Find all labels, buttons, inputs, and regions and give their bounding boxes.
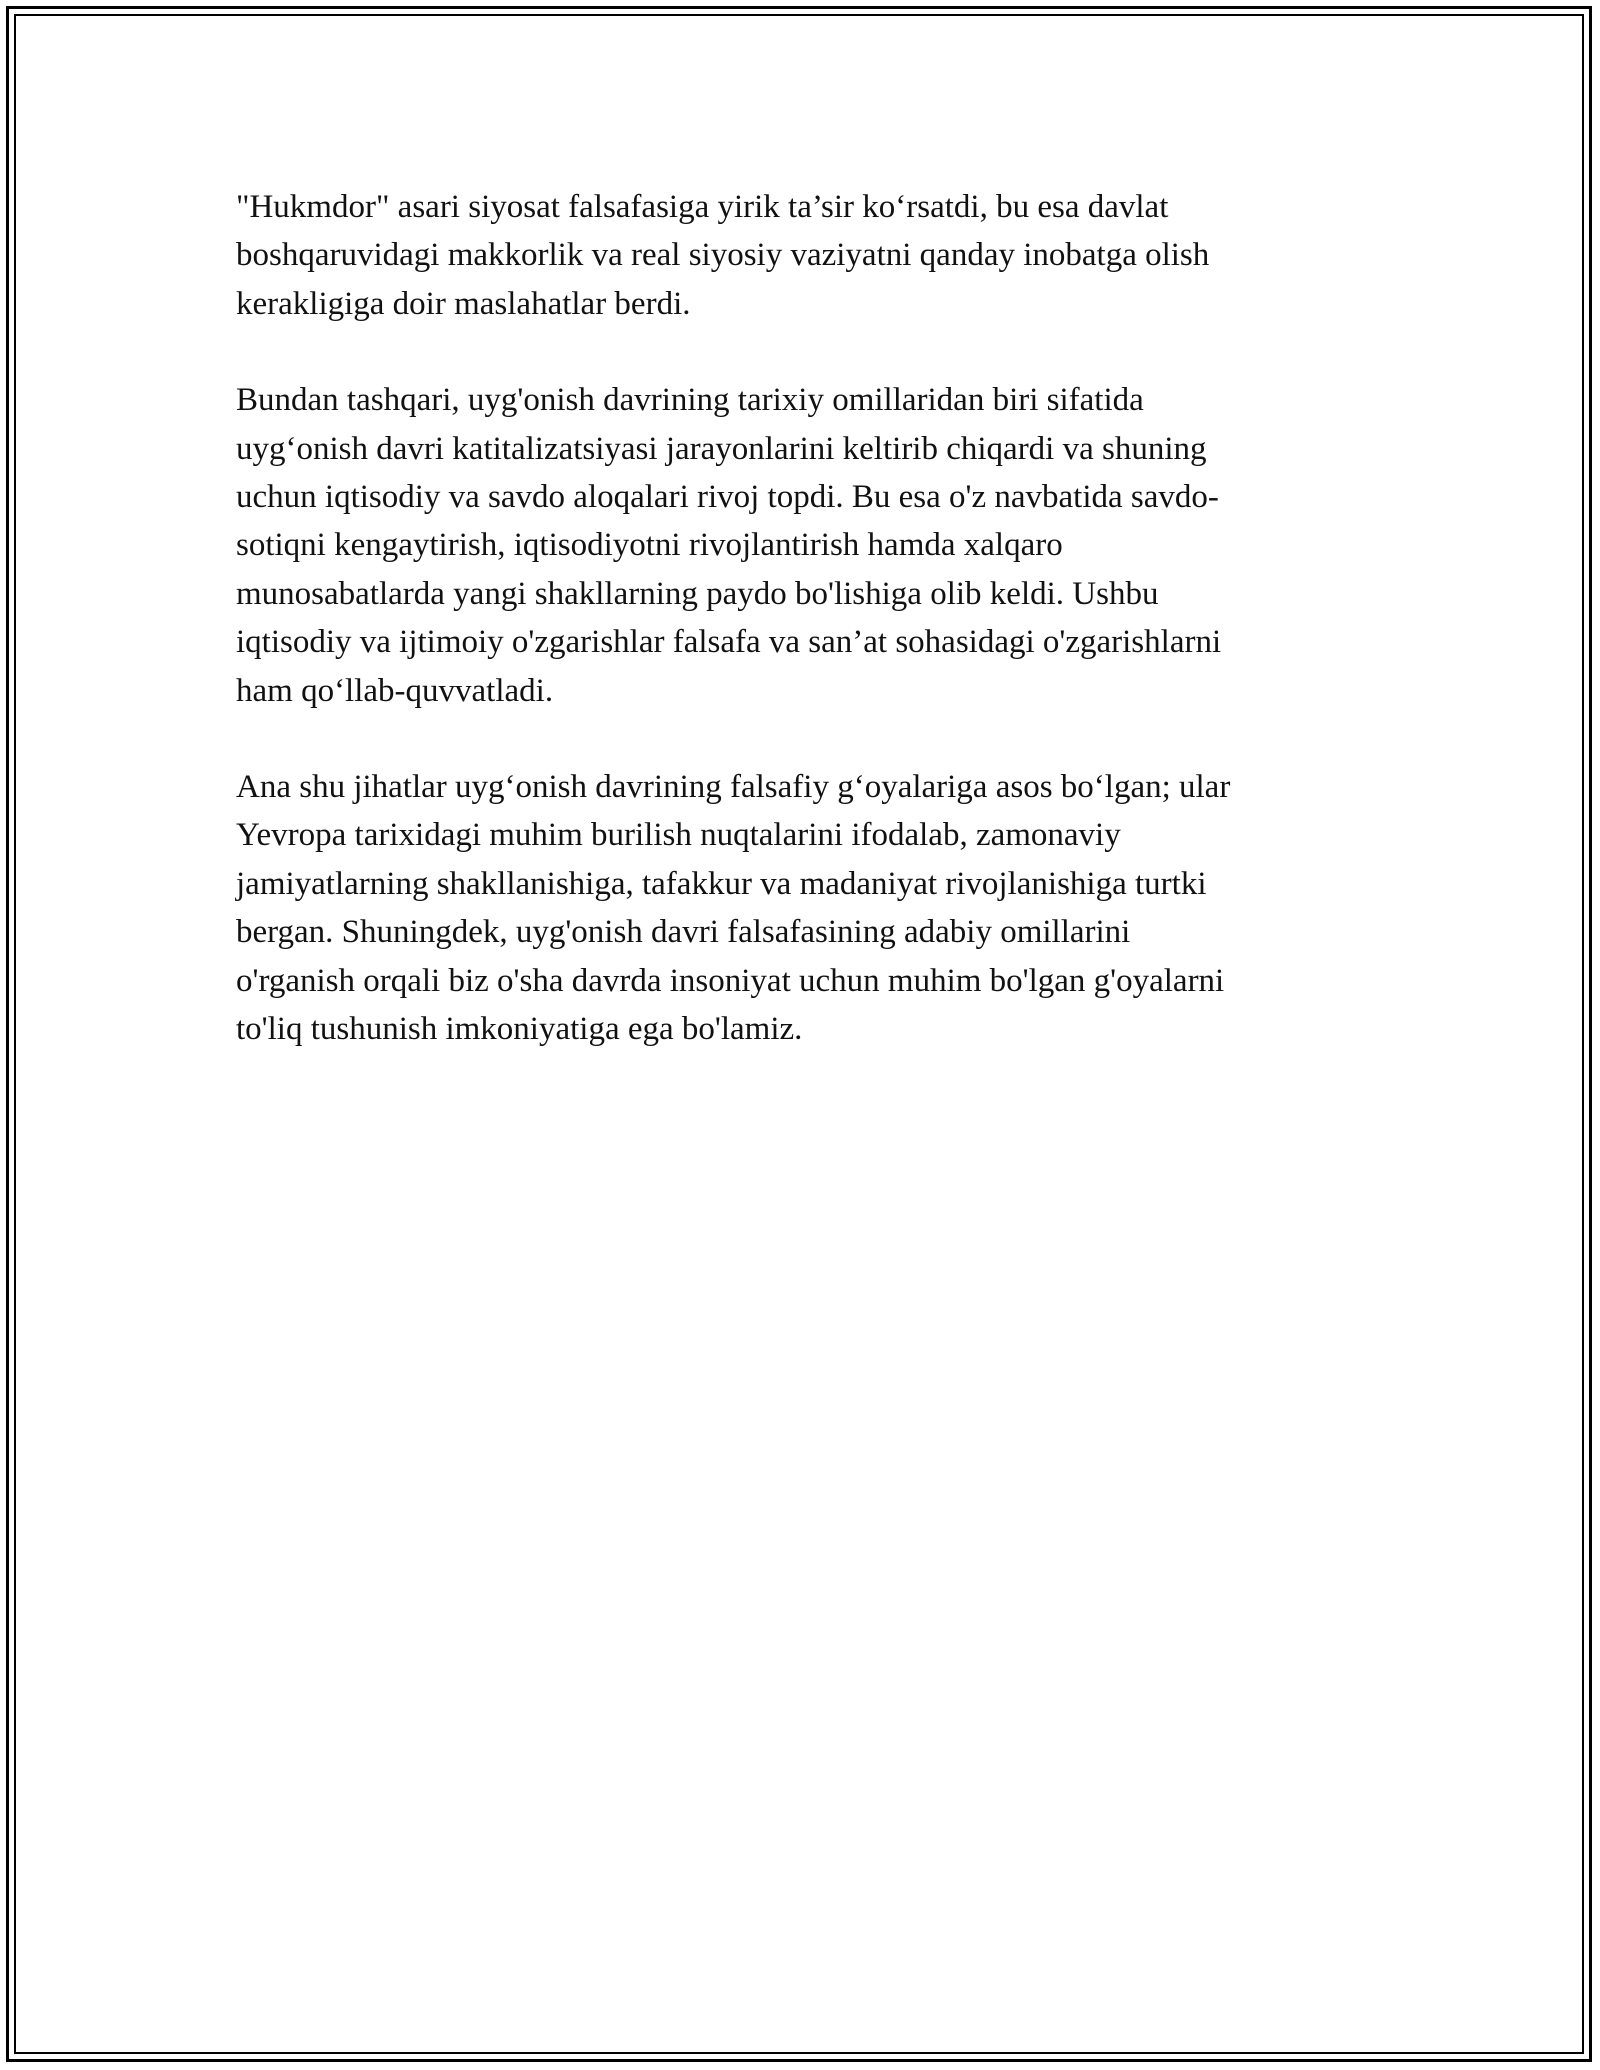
paragraph-2 <box>236 376 1366 715</box>
document-body <box>236 183 1366 1102</box>
text-line: "Hukmdor" asari siyosat falsafasiga yirik ta’sir ko‘rsatdi, bu esa davlat <box>236 189 1169 225</box>
paragraph-1 <box>236 183 1366 328</box>
paragraph-3 <box>236 763 1366 1053</box>
text-line: boshqaruvidagi makkorlik va real siyosiy vaziyatni qanday inobatga olish <box>236 237 1210 274</box>
text-line: ham qo‘llab-quvvatladi. <box>236 672 554 709</box>
text-line: jamiyatlarning shakllanishiga, tafakkur va madaniyat rivojlanishiga turtki <box>236 865 1207 902</box>
text-line: to'liq tushunish imkoniyatiga ega bo'lamiz. <box>236 1011 803 1048</box>
text-line: Yevropa tarixidagi muhim burilish nuqtalarini ifodalab, zamonaviy <box>236 817 1121 854</box>
text-line: o'rganish orqali biz o'sha davrda insoniyat uchun muhim bo'lgan g'oyalarni <box>236 962 1225 999</box>
text-line: uchun iqtisodiy va savdo aloqalari rivoj topdi. Bu esa o'z navbatida savdo- <box>236 479 1219 516</box>
text-line: Ana shu jihatlar uyg‘onish davrining falsafiy g‘oyalariga asos bo‘lgan; ular <box>236 769 1231 806</box>
text-line: bergan. Shuningdek, uyg'onish davri falsafasining adabiy omillarini <box>236 914 1131 951</box>
text-line: sotiqni kengaytirish, iqtisodiyotni rivojlantirish hamda xalqaro <box>236 527 1063 564</box>
text-line: uyg‘onish davri katitalizatsiyasi jarayonlarini keltirib chiqardi va shuning <box>236 430 1207 467</box>
text-line: munosabatlarda yangi shakllarning paydo bo'lishiga olib keldi. Ushbu <box>236 575 1159 612</box>
text-line: iqtisodiy va ijtimoiy o'zgarishlar falsafa va san’at sohasidagi o'zgarishlarni <box>236 624 1222 661</box>
text-line: Bundan tashqari, uyg'onish davrining tarixiy omillaridan biri sifatida <box>236 382 1144 419</box>
text-line: kerakligiga doir maslahatlar berdi. <box>236 285 691 322</box>
